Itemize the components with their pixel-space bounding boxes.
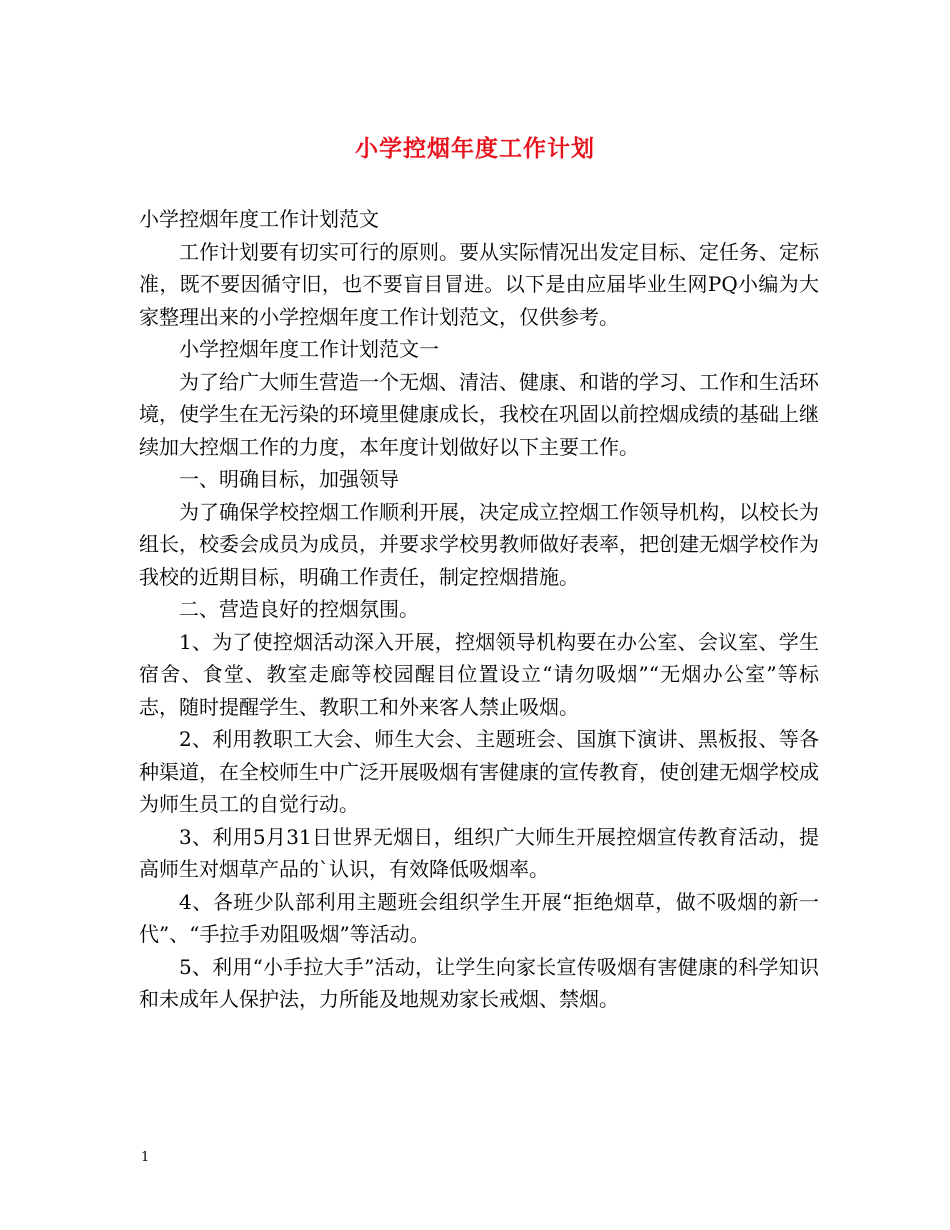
paragraph: 为了确保学校控烟工作顺利开展，决定成立控烟工作领导机构，以校长为组长，校委会成员为成员，并要求学校男教师做好表率，把创建无烟学校作为我校的近期目标，明确工作责任，制定控烟措施。 [139, 499, 819, 589]
paragraph: 小学控烟年度工作计划范文一 [179, 337, 439, 361]
document-title: 小学控烟年度工作计划 [355, 135, 595, 162]
paragraph: 小学控烟年度工作计划范文 [139, 207, 379, 231]
paragraph: 二、营造良好的控烟氛围。 [179, 597, 419, 621]
paragraph: 4、各班少队部利用主题班会组织学生开展“拒绝烟草，做不吸烟的新一代”、“手拉手劝阻吸烟”等活动。 [139, 889, 819, 946]
paragraph: 一、明确目标，加强领导 [179, 467, 399, 491]
page-number: 1 [141, 1150, 150, 1165]
paragraph: 5、利用“小手拉大手”活动，让学生向家长宣传吸烟有害健康的科学知识和未成年人保护法，力所能及地规劝家长戒烟、禁烟。 [139, 954, 819, 1011]
paragraph: 1、为了使控烟活动深入开展，控烟领导机构要在办公室、会议室、学生宿舍、食堂、教室走廊等校园醒目位置设立“请勿吸烟”“无烟办公室”等标志，随时提醒学生、教职工和外来客人禁止吸烟。 [139, 629, 819, 719]
paragraph: 2、利用教职工大会、师生大会、主题班会、国旗下演讲、黑板报、等各种渠道，在全校师生中广泛开展吸烟有害健康的宣传教育，使创建无烟学校成为师生员工的自觉行动。 [139, 727, 819, 816]
paragraph: 3、利用5月31日世界无烟日，组织广大师生开展控烟宣传教育活动，提高师生对烟草产品的`认识，有效降低吸烟率。 [139, 824, 819, 881]
paragraph: 为了给广大师生营造一个无烟、清洁、健康、和谐的学习、工作和生活环境，使学生在无污染的环境里健康成长，我校在巩固以前控烟成绩的基础上继续加大控烟工作的力度，本年度计划做好以下主要工作。 [139, 369, 819, 459]
paragraph: 工作计划要有切实可行的原则。要从实际情况出发定目标、定任务、定标准，既不要因循守旧，也不要盲目冒进。以下是由应届毕业生网PQ小编为大家整理出来的小学控烟年度工作计划范文，仅供参考。 [139, 239, 819, 329]
document-body [139, 203, 819, 1016]
